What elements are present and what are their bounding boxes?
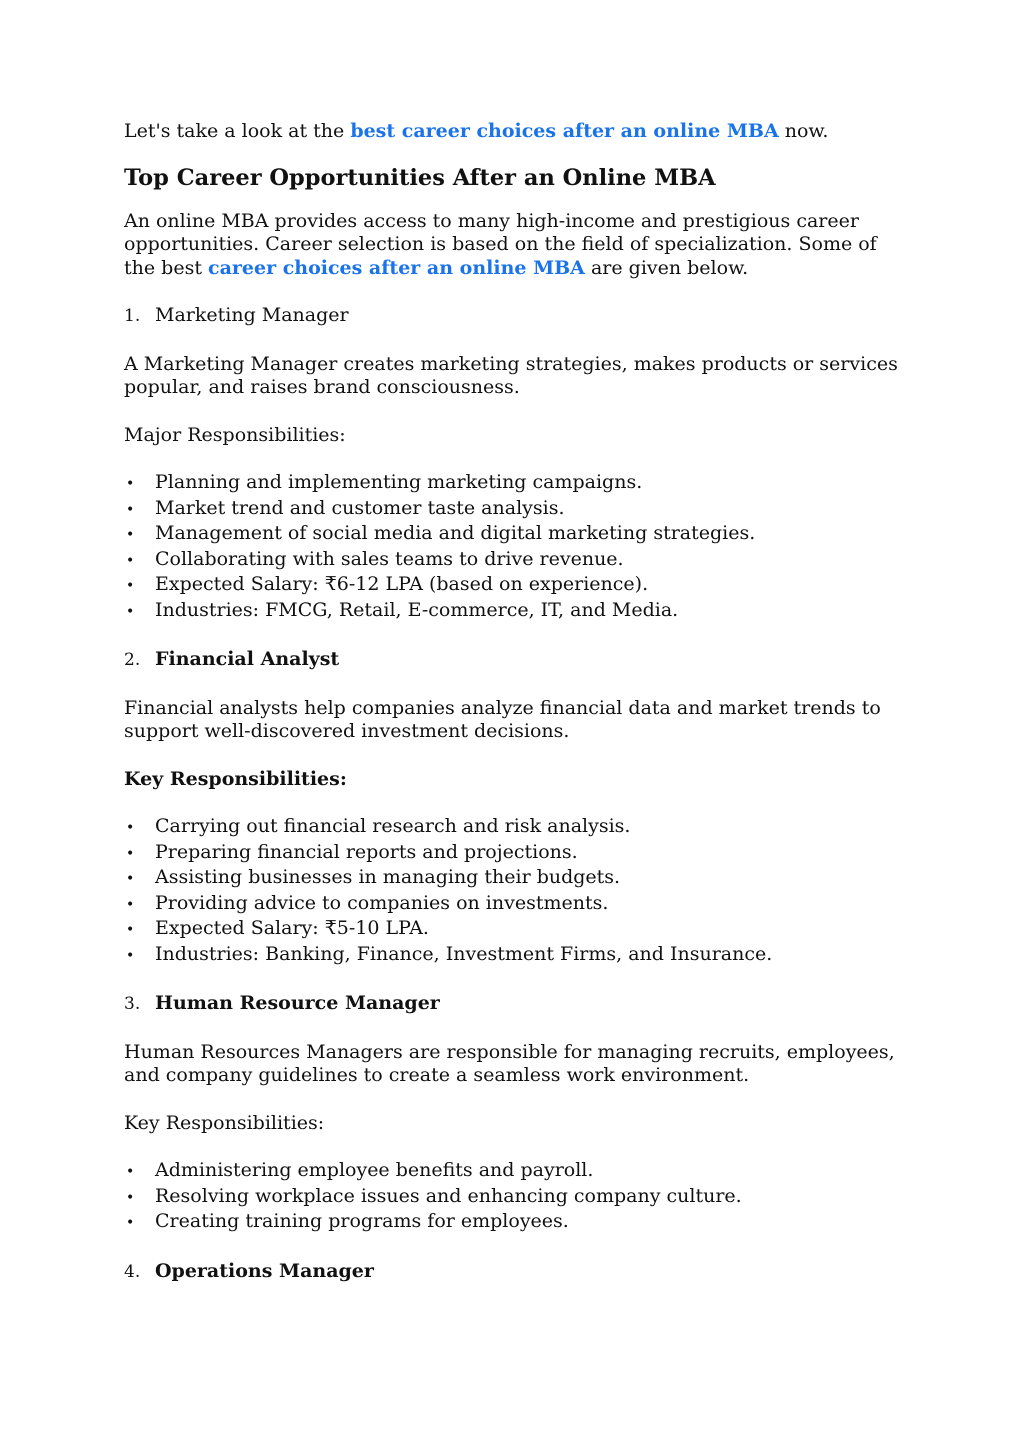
career-number: 4. bbox=[124, 1261, 141, 1282]
list-item-text: Collaborating with sales teams to drive revenue. bbox=[155, 547, 624, 570]
responsibilities-label: Key Responsibilities: bbox=[124, 1111, 325, 1134]
list-item bbox=[124, 917, 904, 943]
responsibilities-list bbox=[124, 1159, 904, 1236]
list-item bbox=[124, 599, 904, 625]
career-title: Operations Manager bbox=[155, 1259, 374, 1282]
career-choices-link[interactable]: career choices after an online MBA bbox=[208, 256, 585, 279]
list-item bbox=[124, 548, 904, 574]
list-item-text: Carrying out financial research and risk analysis. bbox=[155, 815, 631, 837]
responsibilities-list bbox=[124, 471, 904, 624]
overview-text-after: are given below. bbox=[584, 256, 749, 279]
list-item bbox=[124, 841, 904, 867]
responsibilities-label: Key Responsibilities: bbox=[124, 767, 347, 790]
bullet-icon: • bbox=[126, 501, 135, 518]
career-description: Human Resources Managers are responsible for managing recruits, employees, and company guidelines to create a seamless work environment. bbox=[124, 1040, 895, 1086]
career-heading-financial-analyst bbox=[124, 648, 904, 673]
bullet-icon: • bbox=[126, 845, 135, 862]
list-item bbox=[124, 497, 904, 523]
list-item-text: Market trend and customer taste analysis. bbox=[155, 496, 565, 519]
responsibilities-list bbox=[124, 815, 904, 968]
list-item bbox=[124, 573, 904, 599]
career-title: Marketing Manager bbox=[155, 304, 349, 326]
career-title: Financial Analyst bbox=[155, 648, 340, 670]
document-body bbox=[124, 120, 904, 1308]
list-item bbox=[124, 892, 904, 918]
career-number: 3. bbox=[124, 994, 141, 1014]
list-item-text: Industries: Banking, Finance, Investment Firms, and Insurance. bbox=[155, 942, 773, 965]
list-item bbox=[124, 1159, 904, 1185]
career-description: A Marketing Manager creates marketing strategies, makes products or services popular, and raises brand consciousness. bbox=[124, 352, 898, 398]
list-item bbox=[124, 1210, 904, 1236]
overview-paragraph bbox=[124, 210, 904, 281]
list-item-text: Providing advice to companies on investments. bbox=[155, 891, 609, 914]
list-item-text: Expected Salary: ₹5-10 LPA. bbox=[155, 917, 429, 939]
bullet-icon: • bbox=[126, 1164, 135, 1180]
bullet-icon: • bbox=[126, 922, 135, 938]
career-number: 1. bbox=[124, 306, 141, 326]
list-item bbox=[124, 522, 904, 548]
intro-text-before: Let's take a look at the bbox=[124, 120, 351, 142]
list-item bbox=[124, 1185, 904, 1211]
bullet-icon: • bbox=[126, 552, 135, 569]
career-heading-marketing-manager bbox=[124, 304, 904, 329]
bullet-icon: • bbox=[126, 820, 135, 836]
list-item-text: Industries: FMCG, Retail, E-commerce, IT, and Media. bbox=[155, 598, 679, 621]
best-career-choices-link[interactable]: best career choices after an online MBA bbox=[350, 120, 779, 142]
list-item bbox=[124, 943, 904, 969]
career-heading-human-resource-manager bbox=[124, 992, 904, 1017]
list-item-text: Preparing financial reports and projections. bbox=[155, 840, 578, 863]
bullet-icon: • bbox=[126, 1215, 135, 1231]
list-item-text: Assisting businesses in managing their budgets. bbox=[155, 866, 621, 888]
list-item-text: Management of social media and digital marketing strategies. bbox=[155, 522, 756, 544]
section-heading: Top Career Opportunities After an Online MBA bbox=[124, 164, 716, 191]
bullet-icon: • bbox=[126, 603, 135, 620]
bullet-icon: • bbox=[126, 527, 135, 543]
list-item-text: Resolving workplace issues and enhancing company culture. bbox=[155, 1184, 742, 1207]
bullet-icon: • bbox=[126, 947, 135, 964]
list-item bbox=[124, 471, 904, 497]
career-title: Human Resource Manager bbox=[155, 992, 440, 1014]
intro-paragraph bbox=[124, 120, 904, 144]
list-item-text: Administering employee benefits and payroll. bbox=[155, 1159, 594, 1181]
list-item-text: Expected Salary: ₹6-12 LPA (based on experience). bbox=[155, 573, 649, 595]
career-heading-operations-manager bbox=[124, 1260, 904, 1285]
career-number: 2. bbox=[124, 650, 141, 670]
bullet-icon: • bbox=[126, 476, 135, 492]
bullet-icon: • bbox=[126, 871, 135, 887]
intro-text-after: now. bbox=[778, 120, 829, 142]
bullet-icon: • bbox=[126, 578, 135, 594]
bullet-icon: • bbox=[126, 1189, 135, 1206]
list-item-text: Creating training programs for employees. bbox=[155, 1210, 569, 1232]
responsibilities-label: Major Responsibilities: bbox=[124, 423, 346, 446]
bullet-icon: • bbox=[126, 896, 135, 913]
list-item bbox=[124, 815, 904, 841]
list-item-text: Planning and implementing marketing campaigns. bbox=[155, 471, 643, 493]
overview-text-before: An online MBA provides access to many high-income and prestigious career opportunities. Career selection is based on the field of specialization. Some of the best bbox=[124, 209, 877, 279]
list-item bbox=[124, 866, 904, 892]
career-description: Financial analysts help companies analyze financial data and market trends to support well-discovered investment decisions. bbox=[124, 696, 881, 742]
